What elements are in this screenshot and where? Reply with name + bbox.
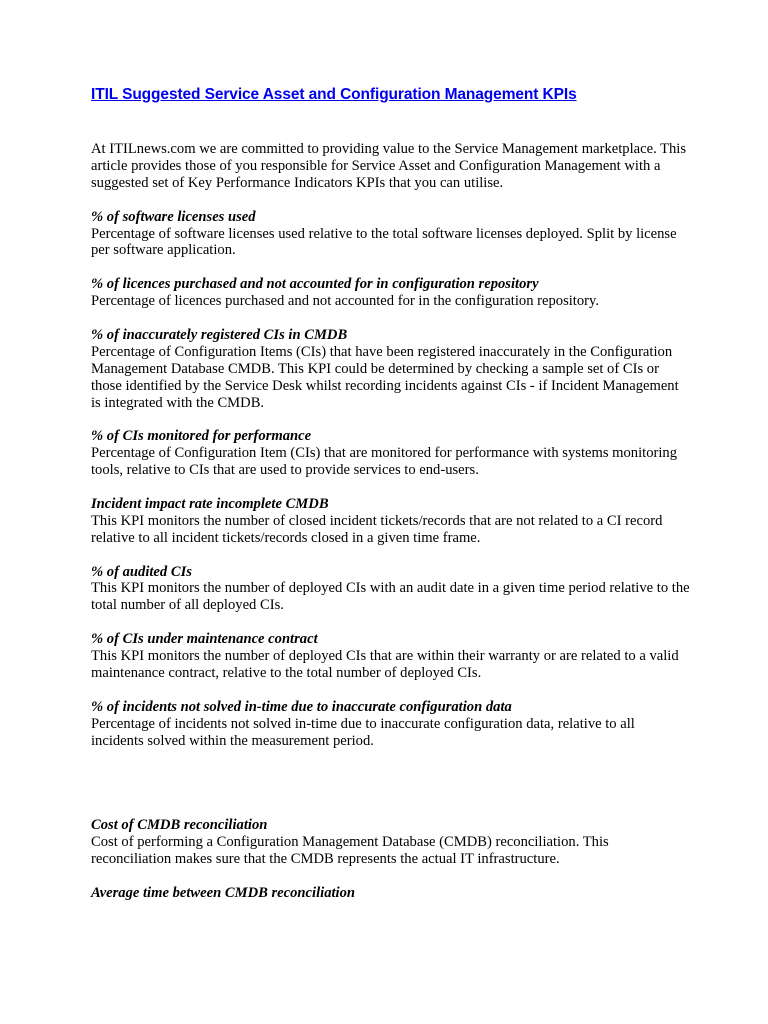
kpi-section-incidents-not-solved xyxy=(91,699,691,750)
kpi-description: Percentage of Configuration Items (CIs) that have been registered inaccurately in the Configuration Management Database CMDB. This KPI could be determined by checking a sample set of CIs or those identified by the Service Desk whilst recording incidents against CIs - if Incident Management is integrated with the CMDB. xyxy=(91,343,679,411)
kpi-description: This KPI monitors the number of deployed CIs that are within their warranty or are related to a valid maintenance contract, relative to the total number of deployed CIs. xyxy=(91,648,679,681)
intro-paragraph: At ITILnews.com we are committed to providing value to the Service Management marketplace. This article provides those of you responsible for Service Asset and Configuration Management with a suggested set of Key Performance Indicators KPIs that you can utilise. xyxy=(91,141,687,191)
kpi-heading: % of audited CIs xyxy=(91,563,192,580)
kpi-heading: % of CIs under maintenance contract xyxy=(91,631,318,648)
kpi-section-software-licenses xyxy=(91,209,691,260)
kpi-heading: Cost of CMDB reconciliation xyxy=(91,817,268,834)
kpi-description: Percentage of incidents not solved in-time due to inaccurate configuration data, relative to all incidents solved within the measurement period. xyxy=(91,715,635,749)
kpi-description: This KPI monitors the number of deployed CIs with an audit date in a given time period relative to the total number of all deployed CIs. xyxy=(91,580,690,614)
kpi-heading: % of inaccurately registered CIs in CMDB xyxy=(91,326,348,343)
kpi-section-incident-impact-rate xyxy=(91,496,691,547)
document-content xyxy=(91,141,691,918)
kpi-heading: Incident impact rate incomplete CMDB xyxy=(91,495,329,512)
kpi-heading: % of software licenses used xyxy=(91,208,256,225)
kpi-section-inaccurate-cis xyxy=(91,327,691,412)
kpi-heading: % of CIs monitored for performance xyxy=(91,428,312,445)
kpi-heading: % of incidents not solved in-time due to inaccurate configuration data xyxy=(91,698,512,715)
kpi-description: Percentage of Configuration Item (CIs) that are monitored for performance with systems monitoring tools, relative to CIs that are used to provide services to end-users. xyxy=(91,445,678,479)
blank-gap xyxy=(91,766,691,817)
kpi-heading: % of licences purchased and not accounted for in configuration repository xyxy=(91,276,539,293)
document-title-link[interactable]: ITIL Suggested Service Asset and Configuration Management KPIs xyxy=(91,86,577,103)
kpi-section-audited-cis xyxy=(91,564,691,615)
kpi-section-cmdb-reconciliation-average-time xyxy=(91,885,691,902)
kpi-section-cmdb-reconciliation-cost xyxy=(91,817,691,868)
kpi-section-maintenance-contract xyxy=(91,631,691,682)
kpi-description: Percentage of licences purchased and not accounted for in the configuration repository. xyxy=(91,293,600,310)
kpi-heading: Average time between CMDB reconciliation xyxy=(91,884,356,901)
kpi-description: This KPI monitors the number of closed incident tickets/records that are not related to a CI record relative to all incident tickets/records closed in a given time frame. xyxy=(91,512,663,546)
kpi-section-licences-unaccounted xyxy=(91,276,691,310)
kpi-section-cis-monitored xyxy=(91,428,691,479)
kpi-description: Cost of performing a Configuration Management Database (CMDB) reconciliation. This reconciliation makes sure that the CMDB represents the actual IT infrastructure. xyxy=(91,833,609,867)
kpi-description: Percentage of software licenses used relative to the total software licenses deployed. Split by license per software application. xyxy=(91,225,677,259)
